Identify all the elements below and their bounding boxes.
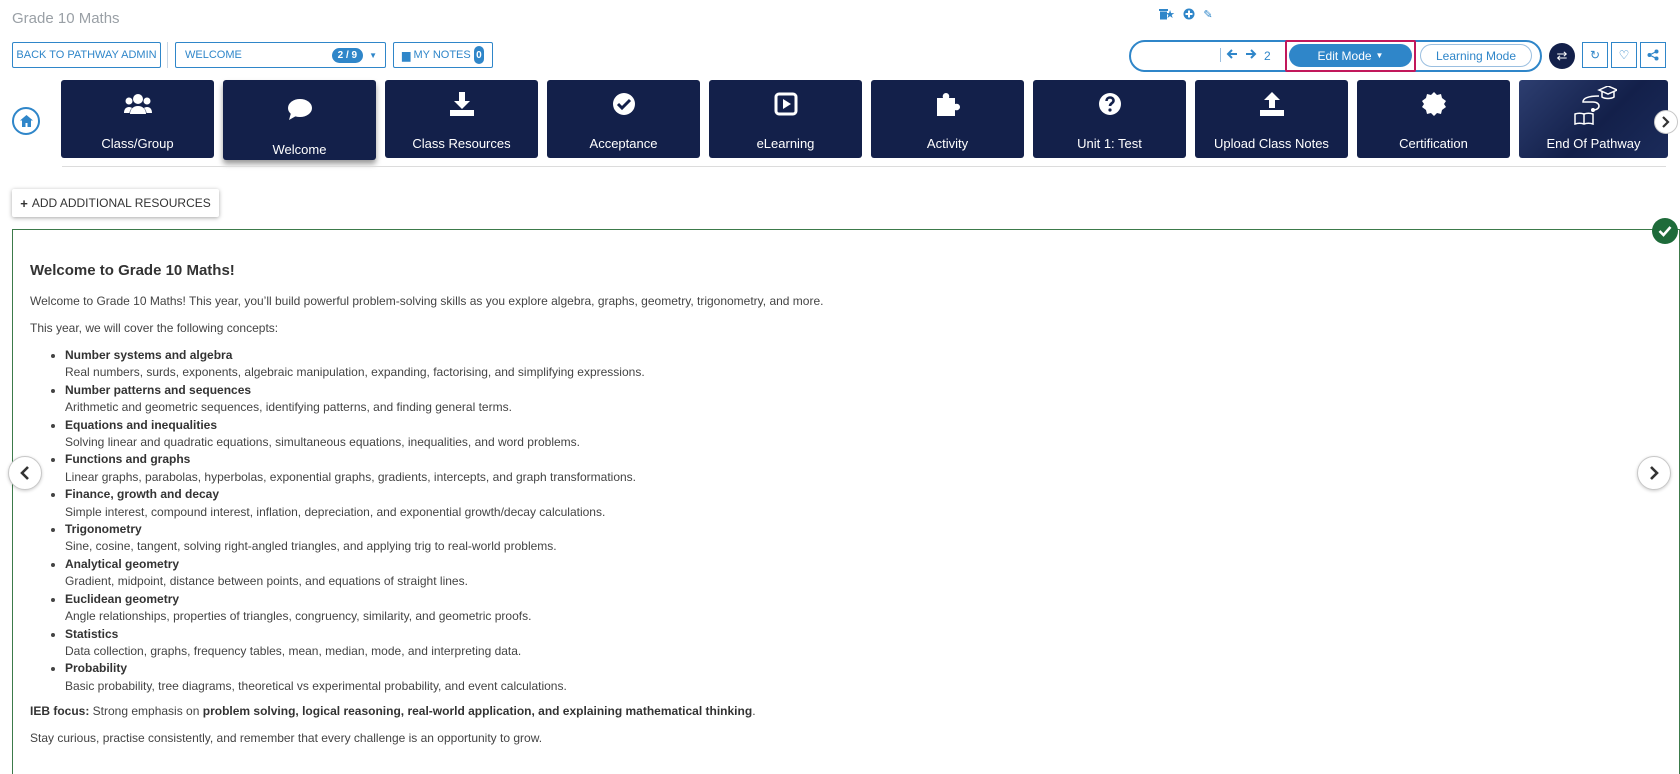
check-circle-icon — [547, 92, 700, 121]
home-icon — [20, 115, 33, 127]
tiles-divider — [62, 166, 1666, 167]
tile-label: Activity — [926, 136, 969, 151]
arrow-right-icon[interactable] — [1244, 48, 1258, 62]
cover-line: This year, we will cover the following concepts: — [30, 321, 279, 335]
topic-description: Data collection, graphs, frequency tables, mean, median, mode, and interpreting data. — [65, 643, 522, 658]
edit-mode-label: Edit Mode — [1317, 48, 1372, 63]
topic-description: Basic probability, tree diagrams, theoretical vs experimental probability, and event calculations. — [65, 678, 567, 693]
back-to-pathway-admin-button[interactable]: BACK TO PATHWAY ADMIN — [12, 42, 161, 68]
next-page-button[interactable] — [1637, 456, 1671, 490]
list-item — [65, 626, 1610, 661]
list-item — [65, 660, 1610, 695]
plus-circle-icon[interactable] — [1182, 8, 1196, 22]
question-circle-icon — [1033, 92, 1186, 121]
ieb-focus-label: IEB focus: — [30, 704, 90, 719]
my-notes-label: MY NOTES — [413, 49, 471, 61]
share-icon[interactable] — [1640, 42, 1666, 68]
tile-label: Acceptance — [589, 136, 658, 151]
topic-title: • Equations and inequalities — [65, 417, 218, 432]
tile-label: Upload Class Notes — [1214, 136, 1329, 151]
download-icon — [385, 92, 538, 121]
topic-title: • Number patterns and sequences — [65, 382, 252, 397]
topic-description: Arithmetic and geometric sequences, identifying patterns, and finding general terms. — [65, 400, 512, 415]
caret-down-icon: ▼ — [1375, 51, 1384, 60]
list-item — [65, 521, 1610, 556]
edit-mode-highlight — [1285, 40, 1416, 72]
toolbar-divider — [1220, 48, 1221, 62]
page-number: 2 — [1264, 49, 1271, 63]
topic-title: • Functions and graphs — [65, 452, 191, 467]
ieb-focus-paragraph — [30, 703, 1610, 719]
refresh-icon[interactable]: ↻ — [1582, 42, 1608, 68]
tile-certification[interactable] — [1357, 80, 1510, 158]
tile-label: eLearning — [756, 136, 815, 151]
topic-description: Solving linear and quadratic equations, simultaneous equations, inequalities, and word problems. — [65, 435, 580, 450]
tile-label: End Of Pathway — [1546, 136, 1641, 151]
swap-icon[interactable]: ⇄ — [1549, 43, 1575, 69]
welcome-content — [30, 261, 1610, 757]
pencil-icon[interactable]: ✎ — [1203, 9, 1213, 21]
topic-description: Simple interest, compound interest, inflation, depreciation, and exponential growth/decay calculations. — [65, 504, 606, 519]
tile-label: Certification — [1399, 136, 1468, 151]
list-item — [65, 451, 1610, 486]
topic-description: Linear graphs, parabolas, hyperbolas, exponential graphs, gradients, intercepts, and graph transformations. — [65, 469, 637, 484]
tile-activity[interactable] — [871, 80, 1024, 158]
star-icon[interactable]: ★ — [1165, 9, 1175, 21]
toolbar-divider — [167, 42, 168, 68]
topic-description: Gradient, midpoint, distance between points, and equations of straight lines. — [65, 574, 468, 589]
home-button[interactable] — [12, 107, 40, 135]
chevron-down-icon: ▼ — [369, 50, 377, 60]
chevron-right-icon — [1648, 465, 1660, 481]
group-icon — [61, 92, 214, 121]
list-item — [65, 556, 1610, 591]
list-item — [65, 347, 1610, 382]
my-notes-button[interactable] — [393, 42, 493, 68]
tile-label: Class Resources — [412, 136, 511, 151]
topic-title: • Number systems and algebra — [65, 348, 233, 362]
topics-list — [30, 347, 1610, 695]
tile-unit-1-test[interactable] — [1033, 80, 1186, 158]
topic-title: • Probability — [65, 661, 128, 676]
add-additional-resources-label: ADD ADDITIONAL RESOURCES — [31, 196, 211, 210]
content-heading: Welcome to Grade 10 Maths! — [30, 262, 235, 279]
tile-label: Unit 1: Test — [1077, 136, 1142, 151]
page-title: Grade 10 Maths — [12, 10, 120, 27]
play-square-icon — [709, 92, 862, 121]
plus-icon: + — [20, 195, 28, 211]
notes-icon: ▆ — [402, 49, 411, 62]
topic-description: Sine, cosine, tangent, solving right-angled triangles, and applying trig to real-world problems. — [65, 539, 557, 554]
arrow-left-icon[interactable] — [1225, 48, 1239, 62]
heart-icon[interactable]: ♡ — [1611, 42, 1637, 68]
topic-description: Real numbers, surds, exponents, algebraic manipulation, expanding, factorising, and simplifying expressions. — [65, 365, 645, 380]
notes-count-badge: 0 — [474, 46, 484, 64]
add-additional-resources-button[interactable] — [12, 189, 219, 217]
tile-label: Class/Group — [101, 136, 174, 151]
topic-title: • Statistics — [65, 626, 119, 641]
certificate-icon — [1357, 92, 1510, 121]
tile-label: Welcome — [272, 142, 327, 157]
tile-class-group[interactable] — [61, 80, 214, 158]
topic-title: • Trigonometry — [65, 522, 142, 537]
upload-icon — [1195, 92, 1348, 121]
intro-paragraph: Welcome to Grade 10 Maths! This year, you’ll build powerful problem-solving skills as you explore algebra, graphs, geometry, trigonometry, and more. — [30, 294, 824, 308]
tile-class-resources[interactable] — [385, 80, 538, 158]
graduation-book-icon — [1519, 86, 1668, 131]
topic-title: • Finance, growth and decay — [65, 487, 220, 502]
ieb-focus-emphasis: problem solving, logical reasoning, real-world application, and explaining mathematical thinking — [202, 704, 753, 719]
list-item — [65, 417, 1610, 452]
topic-title: • Analytical geometry — [65, 556, 180, 571]
ieb-focus-end: . — [752, 704, 756, 719]
chat-bubble-icon — [223, 98, 376, 127]
completed-check-icon — [1652, 218, 1678, 244]
tile-end-of-pathway[interactable] — [1519, 80, 1668, 158]
tile-welcome[interactable] — [223, 80, 376, 160]
list-item — [65, 591, 1610, 626]
section-select[interactable] — [175, 42, 386, 68]
chevron-right-icon — [1661, 116, 1671, 128]
tile-upload-class-notes[interactable] — [1195, 80, 1348, 158]
list-item — [65, 382, 1610, 417]
ieb-focus-text: Strong emphasis on — [89, 704, 203, 719]
topic-title: • Euclidean geometry — [65, 591, 180, 606]
tiles-scroll-right-button[interactable] — [1654, 110, 1678, 134]
list-item — [65, 486, 1610, 521]
closing-paragraph: Stay curious, practise consistently, and remember that every challenge is an opportunity to grow. — [30, 731, 543, 746]
learning-mode-button[interactable]: Learning Mode — [1420, 44, 1532, 67]
puzzle-icon — [871, 92, 1024, 121]
section-select-value: WELCOME — [185, 49, 242, 61]
topic-description: Angle relationships, properties of triangles, congruency, similarity, and geometric proofs. — [65, 609, 532, 624]
tile-acceptance[interactable] — [547, 80, 700, 158]
section-progress-badge: 2 / 9 — [332, 48, 363, 63]
tile-elearning[interactable] — [709, 80, 862, 158]
